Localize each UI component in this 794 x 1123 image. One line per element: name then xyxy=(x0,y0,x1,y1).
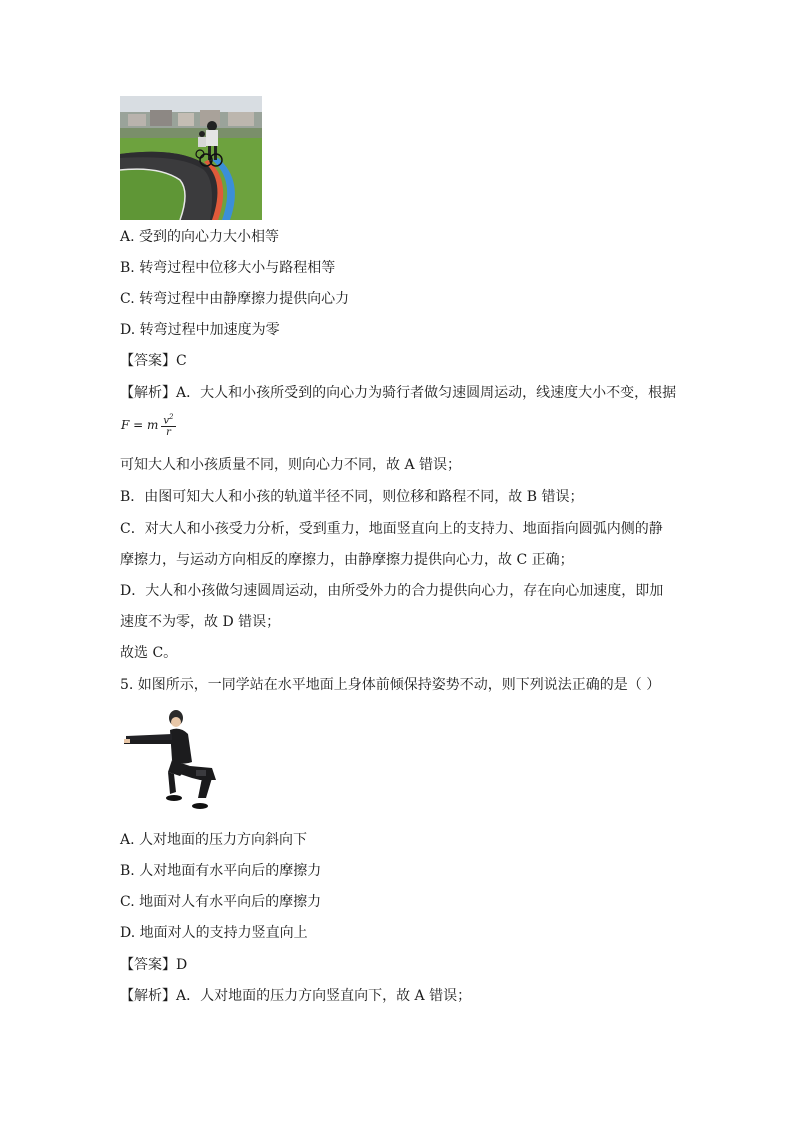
q4-analysis-line-2: 可知大人和小孩质量不同，则向心力不同，故 A 错误； xyxy=(120,457,462,473)
q5-option-a: A. 人对地面的压力方向斜向下 xyxy=(120,832,308,848)
formula-fraction xyxy=(161,412,175,438)
q4-answer: 【答案】C xyxy=(120,353,187,369)
q5-answer: 【答案】D xyxy=(120,957,188,973)
q4-option-b: B. 转弯过程中位移大小与路程相等 xyxy=(120,260,336,276)
q4-option-c: C. 转弯过程中由静摩擦力提供向心力 xyxy=(120,291,350,307)
q5-option-d: D. 地面对人的支持力竖直向上 xyxy=(120,925,308,941)
formula-numerator: v xyxy=(163,415,170,427)
q5-stem: 5. 如图所示，一同学站在水平地面上身体前倾保持姿势不动，则下列说法正确的是（ ） xyxy=(120,677,661,693)
q4-analysis-line-3: B．由图可知大人和小孩的轨道半径不同，则位移和路程不同，故 B 错误； xyxy=(120,489,584,505)
q5-analysis-line-1: 【解析】A．人对地面的压力方向竖直向下，故 A 错误； xyxy=(120,988,472,1004)
formula-denominator: r xyxy=(166,427,171,439)
cycling-path-photo xyxy=(120,96,262,220)
q5-option-c: C. 地面对人有水平向后的摩擦力 xyxy=(120,894,322,910)
q4-option-a: A. 受到的向心力大小相等 xyxy=(120,229,280,245)
q4-analysis-line-4: C．对大人和小孩受力分析，受到重力，地面竖直向上的支持力、地面指向圆弧内侧的静 xyxy=(120,521,663,537)
q4-analysis-line-1: 【解析】A．大人和小孩所受到的向心力为骑行者做匀速圆周运动，线速度大小不变，根据 xyxy=(120,385,677,401)
q4-conclusion: 故选 C。 xyxy=(120,645,178,661)
formula-lhs: F = m xyxy=(121,418,159,433)
q4-option-d: D. 转弯过程中加速度为零 xyxy=(120,322,280,338)
q4-analysis-line-5: 摩擦力，与运动方向相反的摩擦力，由静摩擦力提供向心力，故 C 正确； xyxy=(120,552,574,568)
squatting-person-photo xyxy=(120,706,220,814)
q4-analysis-line-6: D．大人和小孩做匀速圆周运动，由所受外力的合力提供向心力，存在向心加速度，即加 xyxy=(120,583,664,599)
q4-analysis-line-7: 速度不为零，故 D 错误； xyxy=(120,614,281,630)
q5-option-b: B. 人对地面有水平向后的摩擦力 xyxy=(120,863,322,879)
formula-exponent: 2 xyxy=(169,413,174,421)
centripetal-force-formula xyxy=(121,412,176,438)
